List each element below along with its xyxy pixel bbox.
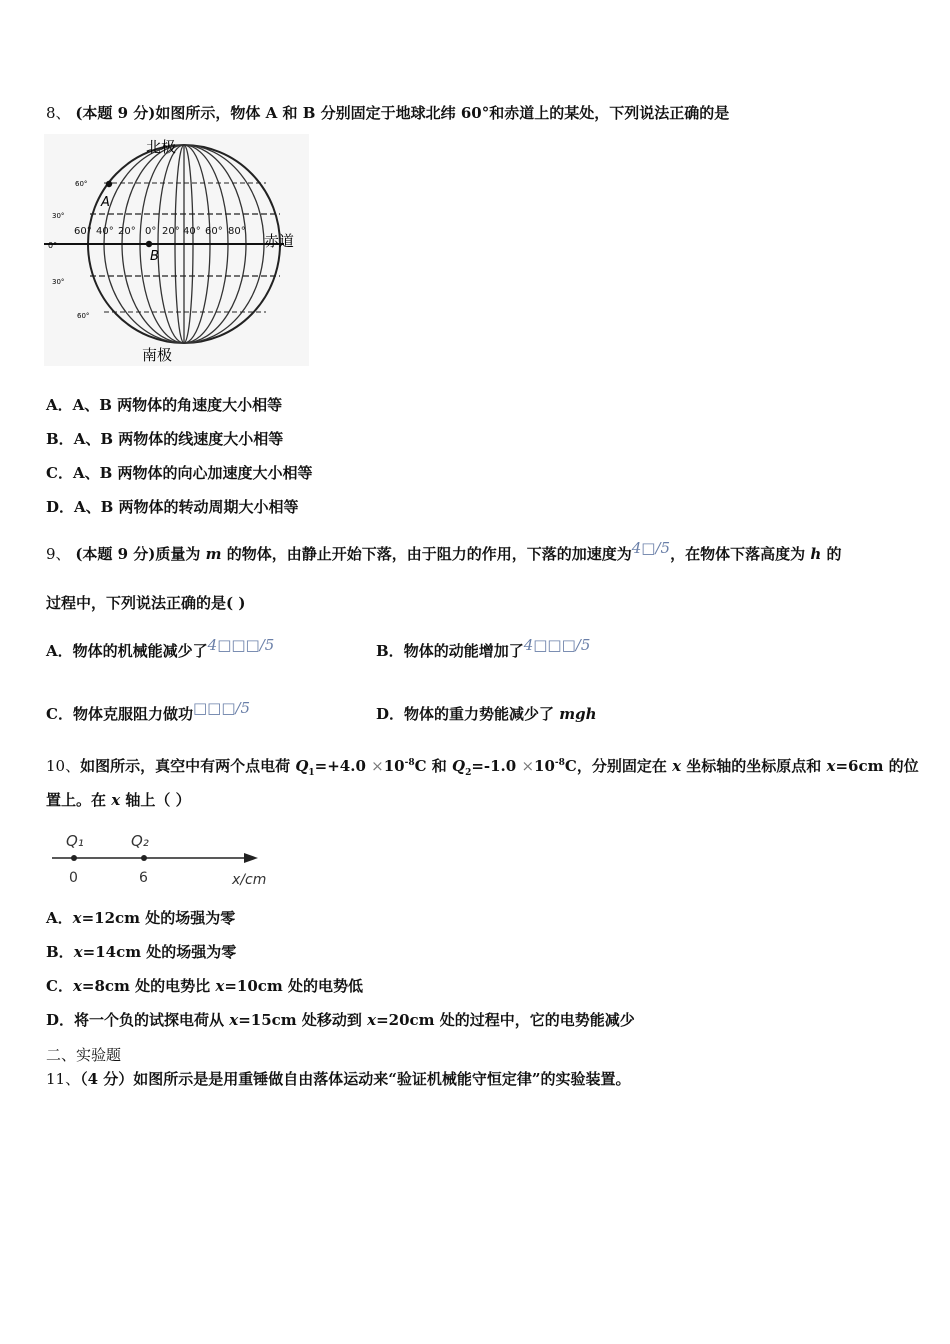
globe-south-label: 南极: [142, 346, 173, 364]
q9-option-b: B．物体的动能增加了4□□□/5: [376, 636, 591, 660]
globe-point-b: [146, 241, 152, 247]
q10-stem: 10、如图所示，真空中有两个点电荷 $Q_1=+4.0 \times 10^{-8}C$ 和 $Q_2=-1.0 \times 10^{-8}C$，分别固定在 x 坐标轴的坐标原点和 x=6cm 的位: [46, 757, 919, 778]
svg-text:40°: 40°: [183, 226, 201, 237]
svg-text:0°: 0°: [48, 241, 58, 250]
svg-text:0°: 0°: [145, 226, 157, 237]
q8-option-c: C．A、B 两物体的向心加速度大小相等: [46, 464, 313, 482]
q8-option-b: B．A、B 两物体的线速度大小相等: [46, 430, 284, 448]
svg-text:x/cm: x/cm: [232, 872, 267, 888]
globe-north-label: 北极: [146, 138, 177, 156]
svg-text:60°: 60°: [75, 180, 88, 188]
globe-point-a: [106, 181, 112, 187]
q10-option-d: D．将一个负的试探电荷从 x=15cm 处移动到 x=20cm 处的过程中，它的电势能减少: [46, 1011, 635, 1029]
q10-option-c: C．x=8cm 处的电势比 x=10cm 处的电势低: [46, 977, 363, 995]
axis-figure: [46, 826, 278, 890]
charge-q2: [141, 855, 147, 861]
q9-option-c: C．物体克服阻力做功□□□/5: [46, 699, 251, 723]
svg-text:40°: 40°: [96, 226, 114, 237]
svg-text:60°: 60°: [77, 312, 90, 320]
svg-text:60°: 60°: [74, 226, 92, 237]
q8-number: 8、: [46, 104, 71, 122]
q9-option-a: A．物体的机械能减少了4□□□/5: [46, 636, 275, 660]
svg-text:Q₁: Q₁: [66, 832, 84, 850]
svg-text:Q₂: Q₂: [131, 832, 149, 850]
axis-arrow-icon: [244, 853, 258, 863]
q10-stem-line2: 置上。在 x 轴上（ ）: [46, 791, 191, 809]
q9-stem-line2: 过程中，下列说法正确的是( ): [46, 594, 246, 612]
svg-text:A: A: [101, 195, 110, 210]
q9-accel-expr: 4□/5: [631, 539, 671, 557]
svg-text:80°: 80°: [228, 226, 246, 237]
q9-option-d: D．物体的重力势能减少了 mgh: [376, 705, 597, 723]
svg-text:60°: 60°: [205, 226, 223, 237]
q9-stem: 9、 (本题 9 分)质量为 m 的物体，由静止开始下落，由于阻力的作用，下落的加速度为4□/5，在物体下落高度为 h 的: [46, 539, 842, 563]
q8-option-d: D．A、B 两物体的转动周期大小相等: [46, 498, 299, 516]
svg-text:30°: 30°: [52, 212, 65, 220]
section-heading: 二、实验题: [46, 1046, 122, 1064]
svg-text:20°: 20°: [118, 226, 136, 237]
q8-option-a: A．A、B 两物体的角速度大小相等: [46, 396, 283, 414]
svg-text:30°: 30°: [52, 278, 65, 286]
globe-equator-label: 赤道: [264, 232, 295, 250]
svg-text:0: 0: [69, 870, 78, 886]
q10-option-b: B．x=14cm 处的场强为零: [46, 943, 237, 961]
svg-text:20°: 20°: [162, 226, 180, 237]
q10-option-a: A．x=12cm 处的场强为零: [46, 909, 236, 927]
charge-q1: [71, 855, 77, 861]
globe-figure: [44, 134, 309, 366]
svg-text:6: 6: [139, 870, 148, 886]
svg-text:B: B: [150, 249, 159, 264]
q8-stem: 8、 (本题 9 分)如图所示，物体 A 和 B 分别固定于地球北纬 60°和赤道上的某处，下列说法正确的是: [46, 104, 730, 122]
q11-stem: 11、（4 分）如图所示是是用重锤做自由落体运动来“验证机械能守恒定律”的实验装置。: [46, 1070, 631, 1088]
